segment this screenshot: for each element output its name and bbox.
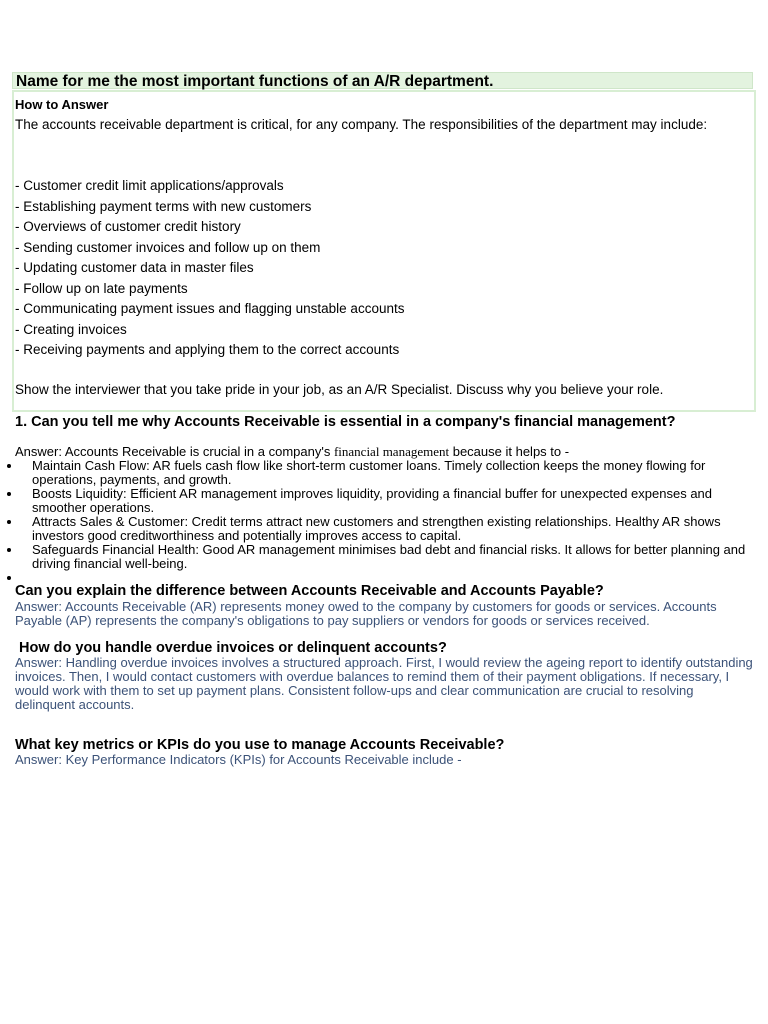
answer-1-term: financial management xyxy=(333,444,450,459)
bullet-icon xyxy=(7,576,11,580)
answer-1-suffix: because it helps to - xyxy=(449,444,570,459)
bullet-item xyxy=(0,543,760,571)
responsibilities-list xyxy=(15,176,404,361)
bullet-text: Safeguards Financial Health: Good AR management minimises bad debt and financial risks. It allows for better planning and driving financial well-being. xyxy=(32,542,746,571)
list-item: - Customer credit limit applications/approvals xyxy=(15,178,284,193)
bullet-icon xyxy=(7,464,11,468)
list-item: - Receiving payments and applying them to the correct accounts xyxy=(15,342,400,357)
list-item: - Overviews of customer credit history xyxy=(15,219,241,234)
question-4: What key metrics or KPIs do you use to manage Accounts Receivable? xyxy=(15,737,505,753)
question-2: Can you explain the difference between Accounts Receivable and Accounts Payable? xyxy=(15,583,604,599)
bullet-item xyxy=(0,515,760,543)
list-item: - Establishing payment terms with new customers xyxy=(15,198,312,214)
benefits-list xyxy=(0,459,760,585)
question-3: How do you handle overdue invoices or delinquent accounts? xyxy=(19,640,447,656)
list-item: - Communicating payment issues and flagging unstable accounts xyxy=(15,301,405,316)
bullet-icon xyxy=(7,548,11,552)
list-item: - Follow up on late payments xyxy=(15,280,188,296)
answer-2: Answer: Accounts Receivable (AR) represents money owed to the company by customers for goods or services. Accounts Payable (AP) represents the company's obligations to pay suppliers or vendors for goods or services received. xyxy=(15,599,717,628)
list-item: - Updating customer data in master files xyxy=(15,260,254,275)
answer-4: Answer: Key Performance Indicators (KPIs) for Accounts Receivable include - xyxy=(15,752,462,767)
section-title: Name for me the most important functions of an A/R department. xyxy=(12,72,753,89)
bullet-icon xyxy=(7,520,11,524)
closing-paragraph: Show the interviewer that you take pride in your job, as an A/R Specialist. Discuss why you believe your role. xyxy=(15,382,664,397)
how-to-answer-label: How to Answer xyxy=(15,97,109,112)
bullet-item xyxy=(0,459,760,487)
bullet-text: Boosts Liquidity: Efficient AR management improves liquidity, providing a financial buffer for unexpected expenses and smoother operations. xyxy=(32,486,713,515)
intro-paragraph: The accounts receivable department is critical, for any company. The responsibilities of the department may include: xyxy=(15,117,708,132)
answer-1 xyxy=(15,445,755,459)
bullet-text: Attracts Sales & Customer: Credit terms attract new customers and strengthen existing relationships. Healthy AR shows investors good creditworthiness and potentially improves access to capital. xyxy=(32,514,721,543)
list-item: - Sending customer invoices and follow up on them xyxy=(15,239,321,255)
answer-3: Answer: Handling overdue invoices involves a structured approach. First, I would review the ageing report to identify outstanding invoices. Then, I would contact customers with overdue balances to remind them of their payment obligations. If necessary, I would work with them to set up payment plans. Consistent follow-ups and clear communication are crucial to resolving delinquent accounts. xyxy=(15,655,753,712)
bullet-item xyxy=(0,487,760,515)
list-item: - Creating invoices xyxy=(15,321,127,337)
bullet-icon xyxy=(7,492,11,496)
question-1: 1. Can you tell me why Accounts Receivable is essential in a company's financial management? xyxy=(15,414,676,430)
answer-1-prefix: Answer: Accounts Receivable is crucial in a company's xyxy=(15,444,334,459)
bullet-text: Maintain Cash Flow: AR fuels cash flow like short-term customer loans. Timely collection keeps the money flowing for operations, payments, and growth. xyxy=(32,458,706,487)
